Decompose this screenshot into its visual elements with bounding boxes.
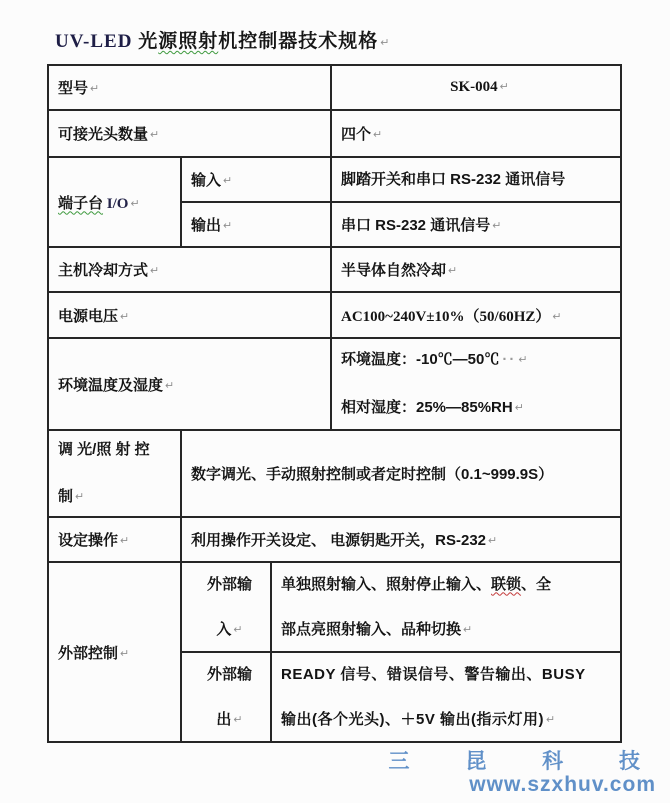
row-model bbox=[48, 65, 621, 110]
row-dimming bbox=[48, 430, 621, 517]
external-output-value-line2-text: 输出(各个光头)、＋5V 输出(指示灯用) bbox=[281, 710, 544, 728]
external-input-value-line2-text: 部点亮照射输入、品种切换 bbox=[281, 620, 462, 638]
watermark-company: 三 昆 科 技 bbox=[388, 750, 656, 773]
paragraph-mark: ↵ bbox=[130, 197, 140, 210]
paragraph-mark: ↵ bbox=[150, 265, 160, 277]
environment-value-cell bbox=[331, 338, 621, 430]
external-output-label-line1: 外部输 bbox=[206, 665, 252, 683]
external-output-value-line2 bbox=[281, 709, 618, 731]
setting-value: 利用操作开关设定、 电源钥匙开关，RS-232 bbox=[191, 532, 487, 549]
heads-label-cell bbox=[48, 110, 331, 157]
power-label: 电源电压 bbox=[58, 307, 119, 325]
power-label-cell bbox=[48, 292, 331, 338]
external-input-label-cell bbox=[181, 562, 271, 652]
external-output-value-line1: READY 信号、错误信号、警告输出、BUSY bbox=[281, 665, 586, 683]
paragraph-mark: ↵ bbox=[373, 129, 383, 141]
terminal-output-value-cell bbox=[331, 202, 621, 247]
paragraph-mark: ↵ bbox=[120, 310, 130, 323]
title-cn-rest: 机控制器技术规格 bbox=[218, 31, 379, 52]
paragraph-mark: ↵ bbox=[233, 713, 243, 726]
paragraph-mark: ↵ bbox=[150, 129, 160, 141]
external-input-value-cell bbox=[271, 562, 621, 652]
paragraph-mark: ↵ bbox=[120, 535, 130, 547]
row-cooling bbox=[48, 247, 621, 292]
paragraph-mark: ↵ bbox=[546, 713, 556, 726]
environment-humidity-line bbox=[341, 397, 618, 419]
dimming-value: 数字调光、手动照射控制或者定时控制（0.1~999.9S） bbox=[191, 466, 554, 483]
row-setting bbox=[48, 517, 621, 562]
terminal-label: 端子台 bbox=[58, 194, 104, 212]
terminal-input-label: 输入 bbox=[191, 172, 222, 189]
row-environment bbox=[48, 338, 621, 430]
external-input-label-line2-text: 入 bbox=[216, 620, 232, 638]
external-input-value-flagged: 联锁 bbox=[491, 575, 522, 593]
paragraph-mark: ↵ bbox=[120, 647, 130, 660]
paragraph-mark: ↵ bbox=[90, 83, 100, 95]
external-output-value-cell bbox=[271, 652, 621, 742]
dimming-label-cell bbox=[48, 430, 181, 517]
model-value: SK-004 bbox=[450, 79, 498, 95]
paragraph-mark: ↵ bbox=[223, 175, 233, 187]
setting-label-cell bbox=[48, 517, 181, 562]
setting-value-cell bbox=[181, 517, 621, 562]
title-en: UV-LED bbox=[55, 31, 139, 52]
terminal-input-value-cell bbox=[331, 157, 621, 202]
model-value-cell bbox=[331, 65, 621, 110]
external-input-value-post: 、全 bbox=[521, 575, 552, 593]
external-label: 外部控制 bbox=[58, 644, 119, 662]
heads-label: 可接光头数量 bbox=[58, 126, 149, 143]
external-output-label-line2 bbox=[191, 709, 268, 731]
row-terminal-input bbox=[48, 157, 621, 202]
dimming-value-cell bbox=[181, 430, 621, 517]
model-label: 型号 bbox=[58, 80, 89, 97]
environment-temp-line bbox=[341, 349, 618, 371]
environment-label-cell bbox=[48, 338, 331, 430]
paragraph-mark: ↵ bbox=[380, 37, 391, 49]
paragraph-mark: ↵ bbox=[463, 623, 473, 636]
watermark-url: www.szxhuv.com bbox=[469, 773, 656, 796]
external-input-label-line1: 外部输 bbox=[206, 575, 252, 593]
terminal-input-value: 脚踏开关和串口 RS-232 通讯信号 bbox=[341, 171, 566, 188]
spec-table bbox=[47, 64, 622, 743]
environment-temp: 环境温度：-10℃—50℃ bbox=[341, 351, 500, 368]
power-value-cell bbox=[331, 292, 621, 338]
paragraph-mark: ↵ bbox=[518, 354, 528, 366]
page-title bbox=[55, 26, 390, 53]
terminal-output-label-cell bbox=[181, 202, 331, 247]
paragraph-mark: ↵ bbox=[223, 220, 233, 232]
terminal-output-label: 输出 bbox=[191, 217, 222, 234]
row-power bbox=[48, 292, 621, 338]
paragraph-mark: ↵ bbox=[552, 310, 562, 323]
heads-value: 四个 bbox=[341, 126, 372, 143]
space-marks: ·· bbox=[502, 351, 517, 368]
dimming-label-line2 bbox=[58, 486, 178, 508]
paragraph-mark: ↵ bbox=[165, 379, 175, 392]
paragraph-mark: ↵ bbox=[233, 623, 243, 636]
external-output-label-line2-text: 出 bbox=[216, 710, 232, 728]
setting-label: 设定操作 bbox=[58, 532, 119, 549]
row-external-input bbox=[48, 562, 621, 652]
external-input-label-line2 bbox=[191, 619, 268, 641]
environment-humidity: 相对湿度：25%—85%RH bbox=[341, 399, 513, 416]
power-value: AC100~240V±10%（50/60HZ） bbox=[341, 308, 551, 325]
watermark bbox=[0, 750, 656, 796]
paragraph-mark: ↵ bbox=[514, 402, 524, 414]
terminal-input-label-cell bbox=[181, 157, 331, 202]
external-output-label-cell bbox=[181, 652, 271, 742]
terminal-label-io: I/O bbox=[103, 195, 129, 212]
paragraph-mark: ↵ bbox=[488, 535, 498, 547]
external-input-value-pre: 单独照射输入、照射停止输入、 bbox=[281, 575, 492, 593]
terminal-output-value: 串口 RS-232 通讯信号 bbox=[341, 217, 491, 234]
paragraph-mark: ↵ bbox=[492, 220, 502, 232]
row-heads bbox=[48, 110, 621, 157]
environment-label: 环境温度及湿度 bbox=[58, 376, 164, 394]
paragraph-mark: ↵ bbox=[75, 491, 85, 503]
paragraph-mark: ↵ bbox=[499, 81, 509, 93]
terminal-label-cell bbox=[48, 157, 181, 247]
dimming-label-line1: 调 光/照 射 控 bbox=[58, 441, 150, 458]
paragraph-mark: ↵ bbox=[448, 265, 458, 277]
cooling-label-cell bbox=[48, 247, 331, 292]
cooling-value: 半导体自然冷却 bbox=[341, 262, 447, 279]
cooling-label: 主机冷却方式 bbox=[58, 262, 149, 279]
model-label-cell bbox=[48, 65, 331, 110]
title-cn-wavy: 源照射 bbox=[158, 31, 219, 52]
external-input-value-line1 bbox=[281, 574, 618, 595]
cooling-value-cell bbox=[331, 247, 621, 292]
external-label-cell bbox=[48, 562, 181, 742]
external-input-value-line2 bbox=[281, 619, 618, 641]
dimming-label-line2-text: 制 bbox=[58, 488, 74, 505]
heads-value-cell bbox=[331, 110, 621, 157]
title-cn-pre: 光 bbox=[138, 31, 159, 52]
